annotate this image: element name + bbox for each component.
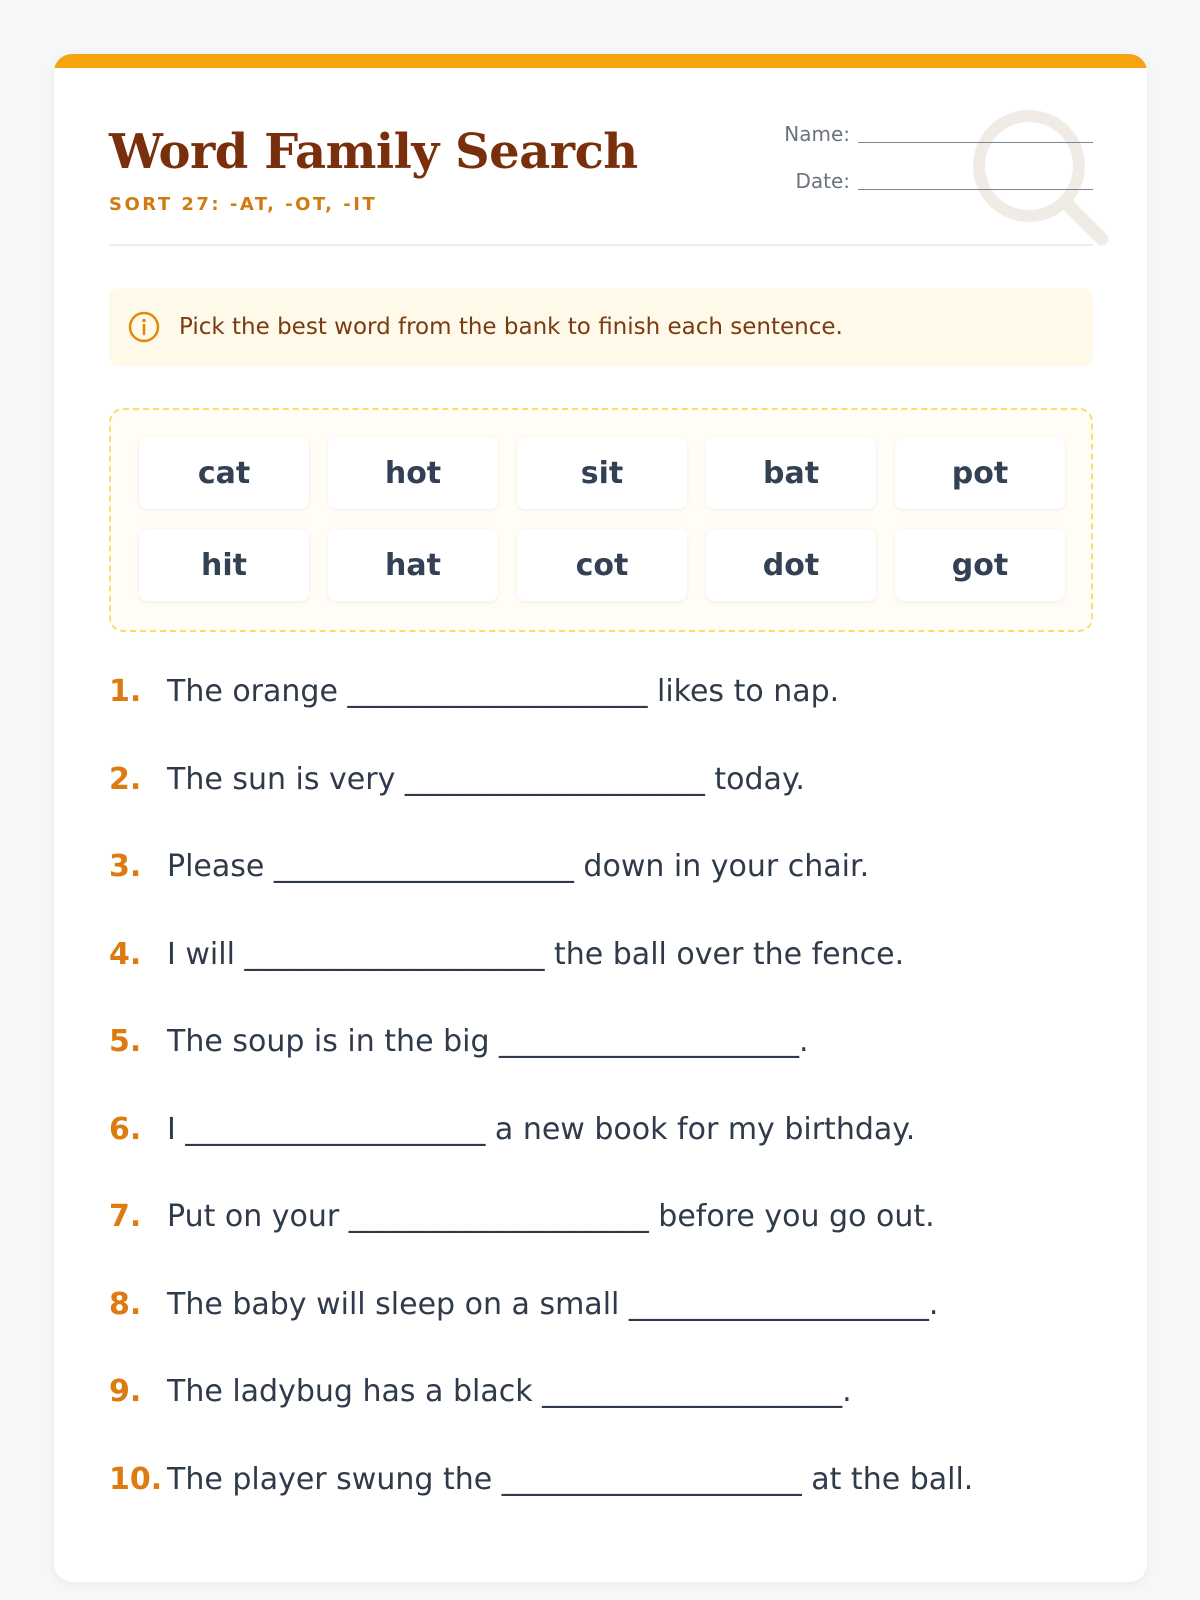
question-text: The player swung the ____________________ at the ball.: [167, 1461, 974, 1497]
question-number: 4.: [109, 936, 142, 972]
question-item[interactable]: [109, 1112, 973, 1200]
word-chip[interactable]: pot: [895, 437, 1065, 509]
name-field[interactable]: [784, 122, 1093, 146]
name-line[interactable]: [858, 141, 1093, 143]
word-chip[interactable]: hit: [139, 529, 309, 601]
info-icon: [127, 310, 161, 344]
word-chip[interactable]: cot: [517, 529, 687, 601]
question-text: I ____________________ a new book for my birthday.: [167, 1111, 916, 1147]
word-chip[interactable]: hot: [328, 437, 498, 509]
question-item[interactable]: [109, 849, 973, 937]
name-label: Name:: [784, 122, 850, 146]
instruction-text: Pick the best word from the bank to finish each sentence.: [179, 314, 843, 340]
word-bank: [109, 408, 1093, 632]
question-item[interactable]: [109, 1462, 973, 1550]
word-chip[interactable]: dot: [706, 529, 876, 601]
question-item[interactable]: [109, 1024, 973, 1112]
sort-subtitle: SORT 27: -AT, -OT, -IT: [109, 194, 378, 215]
date-field[interactable]: [795, 169, 1093, 193]
accent-bar: [54, 54, 1147, 68]
header-divider: [109, 244, 1093, 246]
question-text: The orange ____________________ likes to nap.: [167, 674, 840, 709]
question-number: 8.: [109, 1286, 142, 1322]
worksheet-card: [54, 54, 1147, 1582]
question-text: I will ____________________ the ball over the fence.: [167, 936, 905, 972]
word-chip[interactable]: cat: [139, 437, 309, 509]
date-label: Date:: [795, 169, 850, 193]
question-item[interactable]: [109, 674, 973, 762]
question-number: 3.: [109, 849, 142, 884]
question-number: 10.: [109, 1461, 163, 1497]
question-text: The ladybug has a black ____________________.: [167, 1374, 852, 1409]
question-number: 5.: [109, 1024, 142, 1059]
page-title: Word Family Search: [109, 124, 638, 180]
question-number: 1.: [109, 674, 142, 709]
question-item[interactable]: [109, 1199, 973, 1287]
question-number: 9.: [109, 1374, 142, 1409]
word-chip[interactable]: bat: [706, 437, 876, 509]
question-text: The soup is in the big ____________________.: [167, 1024, 809, 1059]
question-text: The sun is very ____________________ today.: [167, 761, 805, 797]
question-list: [109, 674, 973, 1549]
question-item[interactable]: [109, 937, 973, 1025]
word-chip[interactable]: got: [895, 529, 1065, 601]
word-chip[interactable]: sit: [517, 437, 687, 509]
question-number: 7.: [109, 1199, 142, 1234]
word-chip[interactable]: hat: [328, 529, 498, 601]
date-line[interactable]: [858, 188, 1093, 190]
question-number: 2.: [109, 761, 142, 797]
question-item[interactable]: [109, 1287, 973, 1375]
question-item[interactable]: [109, 762, 973, 850]
question-text: Please ____________________ down in your chair.: [167, 849, 870, 884]
question-item[interactable]: [109, 1374, 973, 1462]
question-text: Put on your ____________________ before you go out.: [167, 1199, 935, 1234]
instruction-box: [109, 288, 1093, 366]
question-text: The baby will sleep on a small ____________________.: [167, 1286, 939, 1322]
question-number: 6.: [109, 1111, 142, 1147]
